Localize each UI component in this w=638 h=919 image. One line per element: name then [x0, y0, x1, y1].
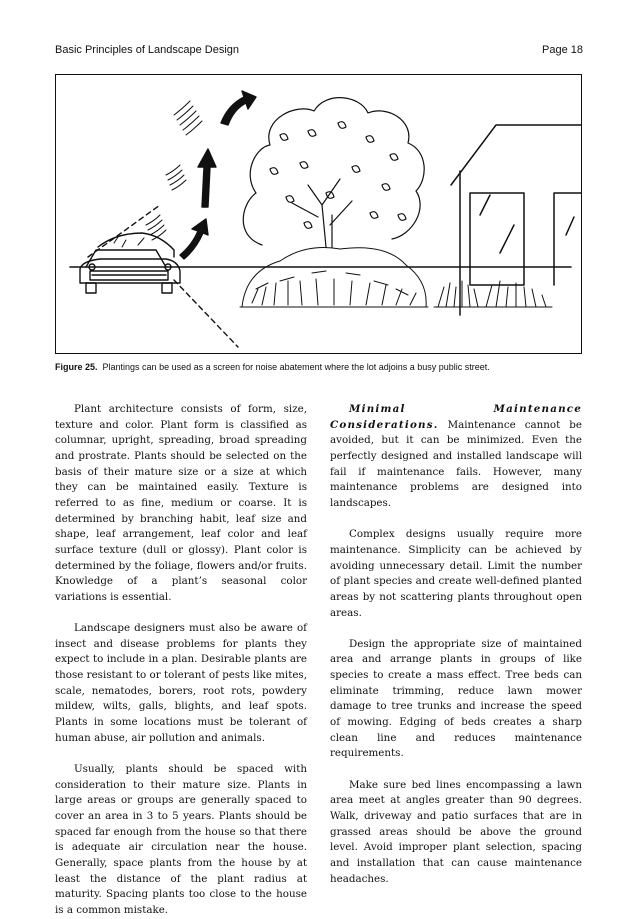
- dashed-sound-line: [174, 280, 238, 347]
- body-paragraph: Design the appropriate size of maintained area and arrange plants in groups of like species to create a mass effect. Tree beds can eliminate trimming, reduce lawn mower damage to tree trunks and increase the speed of mowing. Edging of beds creates a sharp clean line and reduces maintenance requirements.: [330, 637, 582, 760]
- sound-wave-marks: [146, 101, 202, 240]
- body-paragraph: Make sure bed lines encompassing a lawn area meet at angles greater than 90 degrees. Walk, driveway and patio surfaces that are in grassed areas should be above the ground level. Avoid improper plant selection, spacing and installation that can cause maintenance headaches.: [330, 778, 582, 885]
- caption-label: Figure 25.: [55, 362, 98, 372]
- body-paragraph: Maintenance cannot be avoided, but it can be minimized. Even the perfectly designed and installed landscape will fail if maintenance fails. However, many maintenance problems are designed into landscapes.: [330, 418, 582, 509]
- body-paragraph: Complex designs usually require more maintenance. Simplicity can be achieved by avoiding unnecessary detail. Limit the number of plant species and create well-defined planted areas by not scattering plants throughout open areas.: [330, 528, 582, 619]
- body-paragraph: Usually, plants should be spaced with consideration to their mature size. Plants in large areas or groups are generally spaced to cover an area in 3 to 5 years. Plants should be spaced far enough from the house so that there is adequate air circulation near the house. Generally, space plants from the house by at least the distance of the plant radius at maturity. Spacing plants too close to the house is a common mistake.: [55, 763, 307, 916]
- caption-text: Plantings can be used as a screen for noise abatement where the lot adjoins a busy public street.: [102, 362, 490, 372]
- figure-illustration: [55, 74, 582, 354]
- figure-caption: [55, 362, 585, 372]
- body-paragraph: Landscape designers must also be aware of insect and disease problems for plants they expect to include in a plan. Desirable plants are those resistant to or tolerant of pests like mites, scale, nematodes, borers, root rots, powdery mildew, wilts, galls, blights, and leaf spots. Plants in some locations must be tolerant of human abuse, air pollution and animals.: [55, 622, 307, 744]
- body-paragraph: Plant architecture consists of form, size, texture and color. Plant form is classified as columnar, upright, spreading, broad spreading and prostrate. Plants should be selected on the basis of their mature size or a size at which they can be maintained easily. Texture is referred to as fine, medium or coarse. It is determined by branching habit, leaf size and shape, leaf arrangement, leaf color and leaf surface texture (dull or glossy). Plant color is determined by the foliage, flowers and/or fruits. Knowledge of a plant’s seasonal color variations is essential.: [55, 403, 307, 603]
- shrub-mass: [240, 248, 428, 308]
- running-header-title: Basic Principles of Landscape Design: [55, 44, 240, 56]
- dashed-sound-line: [88, 205, 160, 257]
- tree-drawing: [243, 98, 424, 247]
- car-drawing: [80, 233, 180, 293]
- deflection-arrows: [180, 91, 256, 259]
- right-column: [330, 402, 582, 887]
- left-column: [55, 402, 307, 919]
- page-number: Page 18: [542, 44, 583, 56]
- section-heading: Minimal Maintenance Considerations.: [330, 403, 582, 431]
